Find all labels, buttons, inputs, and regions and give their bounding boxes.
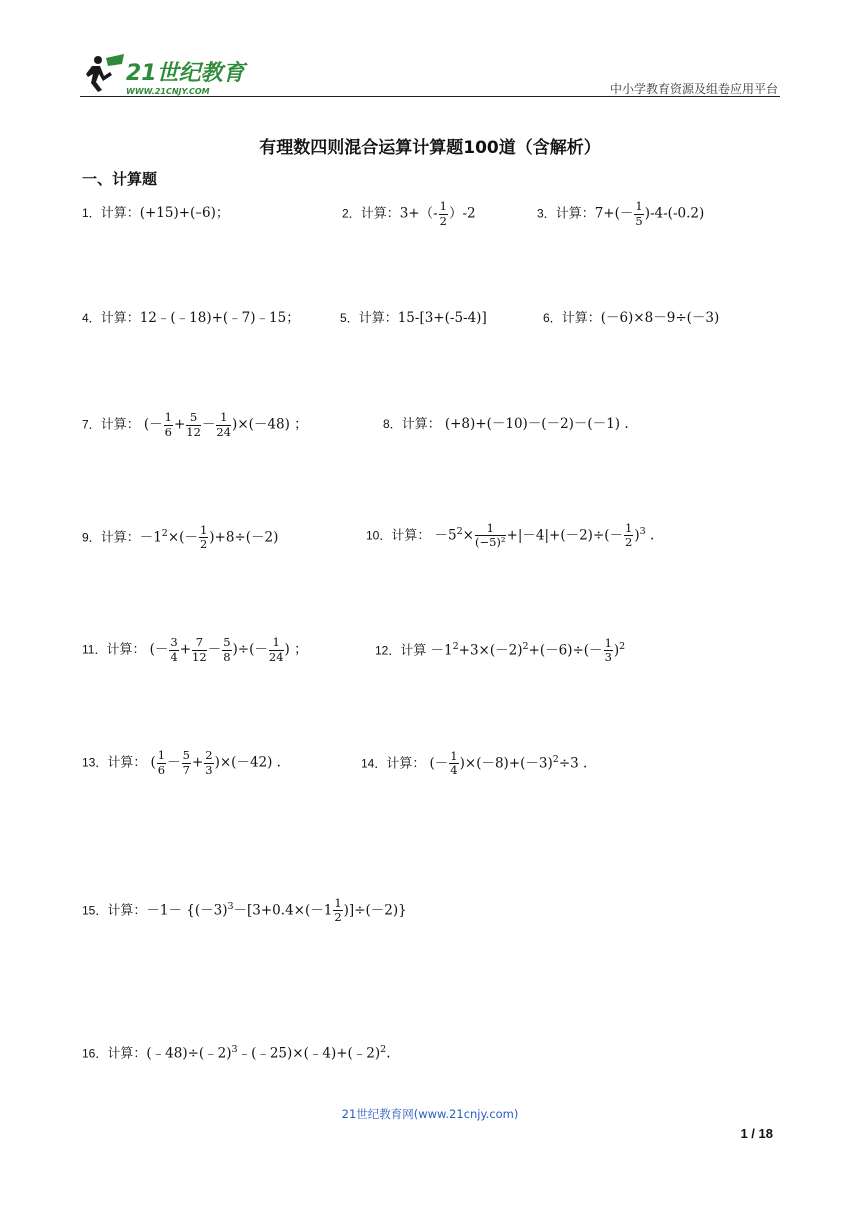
problem-8: 8．计算： (+8)+(－10)－(－2)－(－1) . [383,416,629,432]
logo-text: 21世纪教育 [126,61,245,86]
problem-11: 11．计算： (－ $\frac{3}{4}$ + $\frac{7}{12}$ － $\frac{5}{8}$ )÷(－ $\frac{1}{24}$ ) ； [82,635,308,664]
header-divider [80,96,780,97]
problem-14: 14．计算： (－ $\frac{1}{4}$ )$\times(-8)+(-3)^2\div 3$ . [361,748,588,778]
fraction: $\frac{1}{2}$ [439,199,447,228]
site-logo [80,50,260,98]
problem-10: 10．计算： $-5^2\times$ $\frac{1}{\text{(−5)²}}$ +|－4|+(－2)÷(－ $\frac{1}{2}$ )$^3$ . [366,520,655,550]
problem-9: 9．计算：$-1^2\times(-$ $\frac{1}{2}$ )+8÷(－2) [82,522,279,552]
runner-icon [86,54,124,92]
problem-7: 7．计算： (－ $\frac{1}{6}$ + $\frac{5}{12}$ － $\frac{1}{24}$ )×(－48) ； [82,410,308,439]
footer-site-link[interactable]: 21世纪教育网(www.21cnjy.com) [341,1107,519,1121]
logo-url: WWW.21CNJY.COM [126,87,210,96]
problem-4: 4．计算：12﹣(﹣18)+(﹣7)﹣15； [82,310,300,326]
site-tagline: 中小学教育资源及组卷应用平台 [609,82,778,96]
problem-13: 13．计算： ( $\frac{1}{6}$ － $\frac{5}{7}$ + $\frac{2}{3}$ )×(－42) . [82,748,281,777]
page-number: 1 / 18 [740,1126,773,1141]
document-title: 有理数四则混合运算计算题100道（含解析） [259,138,601,158]
problem-5: 5．计算：15-[3+(-5-4)] [340,310,487,326]
problem-2: 2．计算：3+（- $\frac{1}{2}$ ）-2 [342,199,476,228]
problem-1: 1．计算：(+15)+(–6)； [82,205,230,221]
problem-3: 3．计算：7+(－ $\frac{1}{5}$ )-4-(-0.2) [537,199,705,228]
fraction: $\frac{1}{5}$ [635,199,643,228]
problem-12: 12．计算 $-1^2+3\times(-2)^2+(-6)\div(-$ $\frac{1}{3}$ )$^2$ [375,635,626,665]
problem-15: 15．计算：$-1- \{(-3)^3-[3+0.4\times(-1$ $\frac{1}{2}$ )]÷(－2)} [82,895,407,925]
section-heading: 一、计算题 [82,170,158,188]
problem-16: 16．计算：(﹣48)÷(﹣2)$^3$﹣(﹣25)×(﹣4)+(﹣2)$^2$. [82,1044,391,1062]
problem-6: 6．计算：(－6)×8－9÷(－3) [543,310,720,326]
